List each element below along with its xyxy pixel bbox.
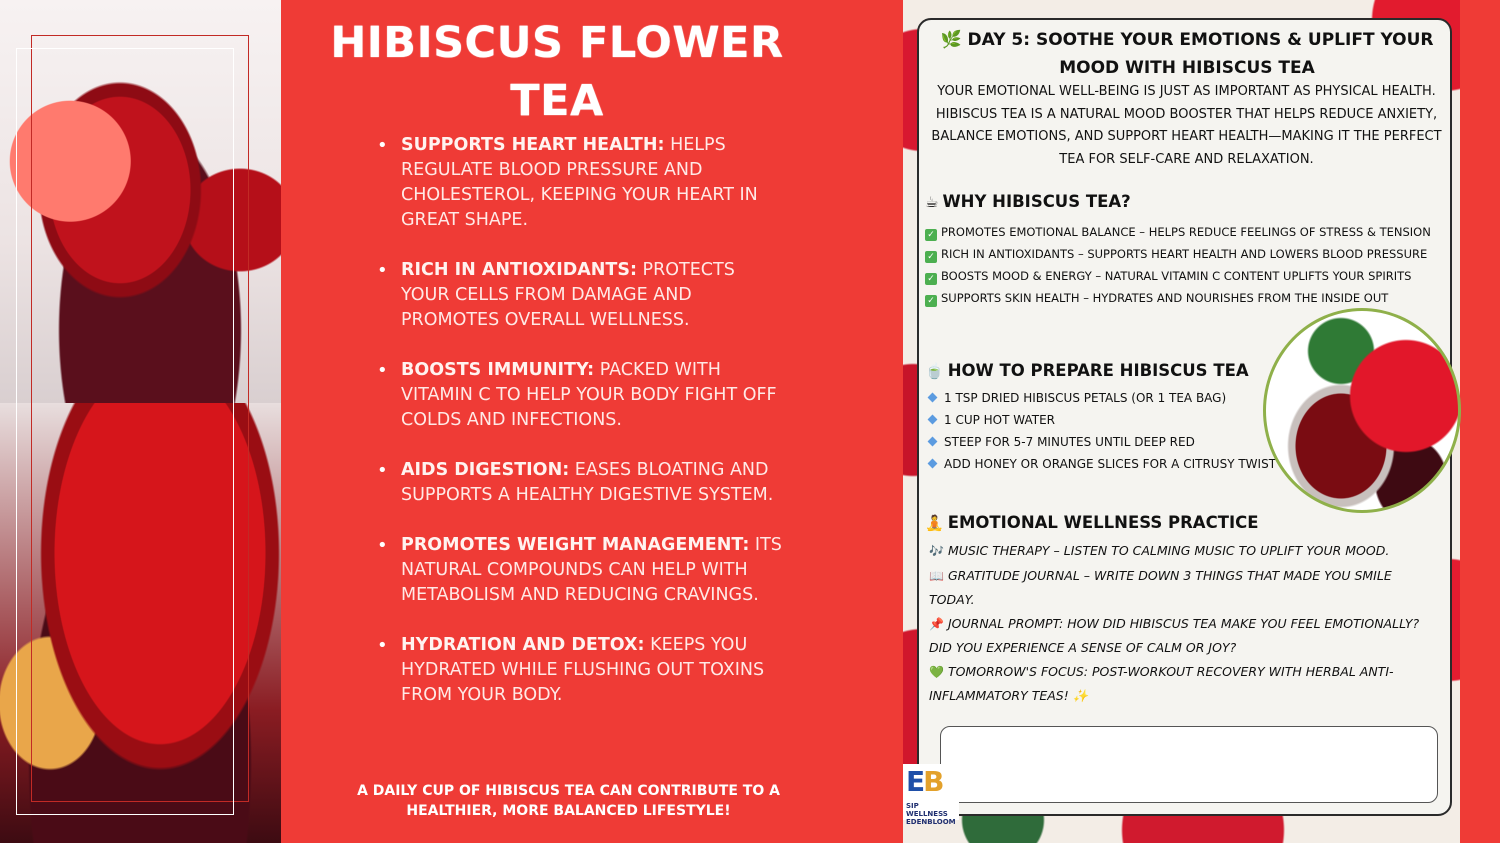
- person-icon: 🧘: [925, 514, 944, 532]
- practice-text: MUSIC THERAPY – LISTEN TO CALMING MUSIC TO UPLIFT YOUR MOOD.: [947, 543, 1390, 558]
- list-item: [927, 409, 1276, 431]
- list-item: [925, 265, 1431, 287]
- logo-sub-line-2: EDENBLOOM: [906, 818, 956, 826]
- benefit-title: HYDRATION AND DETOX:: [401, 635, 645, 655]
- benefits-list: [377, 133, 787, 733]
- logo-letters: [906, 766, 942, 798]
- benefit-text: ITS NATURAL COMPOUNDS CAN HELP WITH METABOLISM AND REDUCING CRAVINGS.: [401, 535, 782, 605]
- how-item-text: ADD HONEY OR ORANGE SLICES FOR A CITRUSY TWIST: [944, 457, 1277, 471]
- why-item-text: RICH IN ANTIOXIDANTS – SUPPORTS HEART HEALTH AND LOWERS BLOOD PRESSURE: [941, 247, 1428, 261]
- list-item: [927, 431, 1276, 453]
- how-list: [927, 387, 1276, 475]
- benefit-item: [377, 633, 787, 708]
- list-item: [927, 387, 1276, 409]
- intro-paragraph: YOUR EMOTIONAL WELL-BEING IS JUST AS IMPORTANT AS PHYSICAL HEALTH. HIBISCUS TEA IS A NATURAL MOOD BOOSTER THAT HELPS REDUCE ANXIETY, BALANCE EMOTIONS, AND SUPPORT HEART HEALTH—MAKING IT THE PERFECT TEA FOR SELF-CARE AND RELAXATION.: [931, 84, 1442, 167]
- list-item: [925, 287, 1431, 309]
- checkmark-icon: ✓: [925, 295, 937, 307]
- right-edge-strip: [1460, 0, 1500, 843]
- logo-letter-e: E: [906, 765, 924, 798]
- practice-line: [929, 564, 1439, 612]
- benefit-title: BOOSTS IMMUNITY:: [401, 360, 595, 380]
- pushpin-icon: 📌: [929, 616, 944, 631]
- practice-text: JOURNAL PROMPT: HOW DID HIBISCUS TEA MAKE YOU FEEL EMOTIONALLY? DID YOU EXPERIENCE A SENSE OF CALM OR JOY?: [929, 615, 1420, 655]
- how-item-text: STEEP FOR 5-7 MINUTES UNTIL DEEP RED: [944, 435, 1195, 449]
- how-item-text: 1 CUP HOT WATER: [944, 413, 1056, 427]
- green-heart-icon: 💚: [929, 664, 944, 679]
- benefit-text: PROTECTS YOUR CELLS FROM DAMAGE AND PROMOTES OVERALL WELLNESS.: [401, 260, 735, 330]
- page-title: HIBISCUS FLOWER TEA: [330, 18, 784, 126]
- logo-letter-b: B: [923, 765, 943, 798]
- herb-icon: 🌿: [940, 30, 962, 50]
- checkmark-icon: ✓: [925, 229, 937, 241]
- benefits-panel: [281, 0, 903, 843]
- why-heading-text: WHY HIBISCUS TEA?: [942, 192, 1131, 211]
- emotional-heading-text: EMOTIONAL WELLNESS PRACTICE: [947, 513, 1259, 532]
- logo-subtext: [906, 802, 959, 826]
- photo-strip: [0, 0, 281, 843]
- book-icon: 📖: [929, 568, 944, 583]
- brand-logo: [903, 764, 959, 826]
- tea-bowl-icon: 🍵: [925, 362, 944, 380]
- why-item-text: BOOSTS MOOD & ENERGY – NATURAL VITAMIN C CONTENT UPLIFTS YOUR SPIRITS: [941, 269, 1412, 283]
- emotional-practice-list: [929, 539, 1439, 708]
- benefit-item: [377, 358, 787, 433]
- footer-tagline: A DAILY CUP OF HIBISCUS TEA CAN CONTRIBUTE TO A HEALTHIER, MORE BALANCED LIFESTYLE!: [357, 783, 780, 819]
- why-list: [925, 221, 1431, 309]
- practice-line: [929, 612, 1439, 660]
- logo-sub-line-1: SIP WELLNESS: [906, 802, 948, 818]
- decorative-frame-white: [16, 48, 234, 815]
- why-heading: [925, 192, 1131, 211]
- why-item-text: PROMOTES EMOTIONAL BALANCE – HELPS REDUCE FEELINGS OF STRESS & TENSION: [941, 225, 1431, 239]
- benefit-item: [377, 258, 787, 333]
- day-title: [927, 26, 1447, 82]
- practice-text: TOMORROW'S FOCUS: POST-WORKOUT RECOVERY WITH HERBAL ANTI-INFLAMMATORY TEAS! ✨: [929, 663, 1394, 703]
- list-item: [927, 453, 1276, 475]
- benefit-title: PROMOTES WEIGHT MANAGEMENT:: [401, 535, 750, 555]
- diamond-bullet-icon: [928, 459, 938, 469]
- why-item-text: SUPPORTS SKIN HEALTH – HYDRATES AND NOURISHES FROM THE INSIDE OUT: [941, 291, 1389, 305]
- diamond-bullet-icon: [928, 437, 938, 447]
- benefit-title: AIDS DIGESTION:: [401, 460, 570, 480]
- benefit-title: SUPPORTS HEART HEALTH:: [401, 135, 665, 155]
- benefit-text: EASES BLOATING AND SUPPORTS A HEALTHY DIGESTIVE SYSTEM.: [401, 460, 774, 505]
- diamond-bullet-icon: [928, 393, 938, 403]
- day-title-text: DAY 5: SOOTHE YOUR EMOTIONS & UPLIFT YOUR MOOD WITH HIBISCUS TEA: [967, 30, 1434, 78]
- benefit-title: RICH IN ANTIOXIDANTS:: [401, 260, 637, 280]
- how-heading: [925, 361, 1249, 380]
- practice-text: GRATITUDE JOURNAL – WRITE DOWN 3 THINGS THAT MADE YOU SMILE TODAY.: [929, 567, 1392, 607]
- benefit-text: HELPS REGULATE BLOOD PRESSURE AND CHOLESTEROL, KEEPING YOUR HEART IN GREAT SHAPE.: [401, 135, 758, 230]
- practice-line: [929, 660, 1439, 708]
- benefit-text: KEEPS YOU HYDRATED WHILE FLUSHING OUT TOXINS FROM YOUR BODY.: [401, 635, 765, 705]
- checkmark-icon: ✓: [925, 273, 937, 285]
- benefit-item: [377, 533, 787, 608]
- list-item: [925, 221, 1431, 243]
- diamond-bullet-icon: [928, 415, 938, 425]
- benefit-text: PACKED WITH VITAMIN C TO HELP YOUR BODY FIGHT OFF COLDS AND INFECTIONS.: [401, 360, 777, 430]
- journal-notes-box[interactable]: [940, 726, 1438, 803]
- checkmark-icon: ✓: [925, 251, 937, 263]
- how-item-text: 1 TSP DRIED HIBISCUS PETALS (OR 1 TEA BAG): [944, 391, 1227, 405]
- benefit-item: [377, 458, 787, 508]
- hibiscus-tea-circle-photo: [1263, 308, 1461, 513]
- emotional-heading: [925, 513, 1258, 532]
- benefit-item: [377, 133, 787, 233]
- list-item: [925, 243, 1431, 265]
- teacup-icon: ☕: [925, 193, 939, 211]
- practice-line: [929, 539, 1439, 564]
- how-heading-text: HOW TO PREPARE HIBISCUS TEA: [947, 361, 1249, 380]
- music-notes-icon: 🎶: [929, 544, 944, 558]
